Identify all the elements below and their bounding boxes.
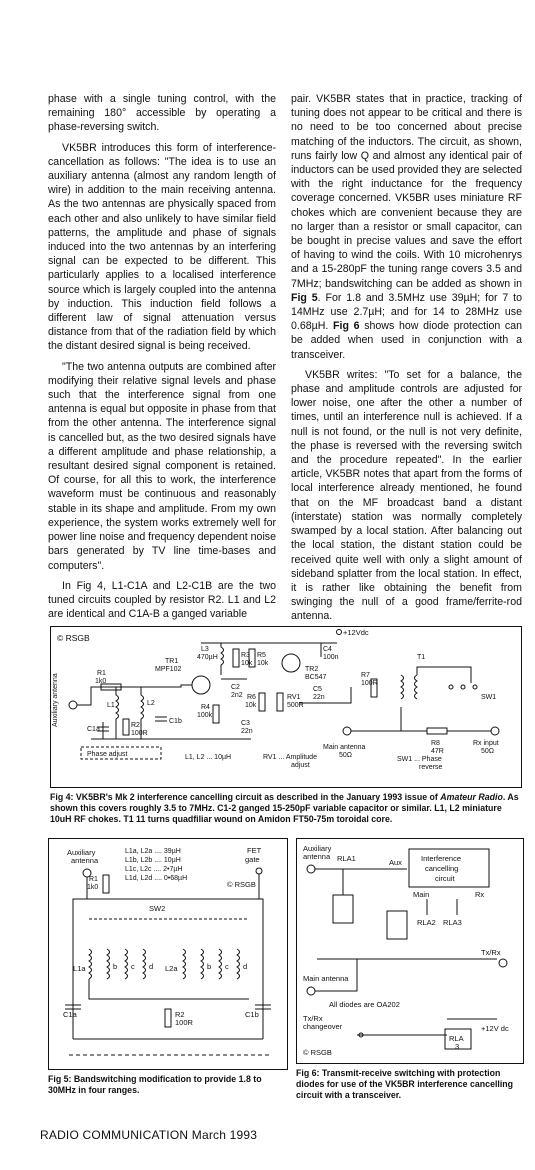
page-footer: RADIO COMMUNICATION March 1993 xyxy=(40,1128,258,1142)
main-antenna-label: Main antenna xyxy=(303,974,349,983)
paragraph: "The two antenna outputs are combined after modifying their relative signal levels and phase such that the interference signal from one antenna is equal but opposite in phase from that from the other antenna. The interference signal is cancelled but, as the two desired signals have a different amplitude and phase relationship, a resultant desired signal component is retained. Of course, for all this to work, the interference waveform must be continuous and reasonably stable in its shape and amplitude. From my own experience, the system works extremely well for power line noise and frequency dependent noise bars generated by TV line time-bases and computers". xyxy=(48,360,276,572)
r3-value: 10k xyxy=(241,660,253,667)
r7-value: 100R xyxy=(361,680,378,687)
rla3-label: RLA3 xyxy=(443,918,462,927)
rv1-label: RV1 xyxy=(287,694,301,701)
rx-input-label: Rx input xyxy=(473,740,499,747)
rv1-value: 500R xyxy=(287,702,304,709)
coil-c-label: c xyxy=(131,962,135,971)
sw1-note-2: reverse xyxy=(419,764,443,771)
copyright-label: © RSGB xyxy=(227,880,256,889)
aux-antenna-label: Auxiliary xyxy=(303,844,332,853)
r5-value: 10k xyxy=(257,660,269,667)
supply-label: +12V dc xyxy=(481,1024,509,1033)
aux-antenna-label: Auxiliary xyxy=(67,848,96,857)
tr1-label: TR1 xyxy=(165,658,179,665)
rla1-label: RLA1 xyxy=(337,854,356,863)
c1a-label: C1a xyxy=(87,726,100,733)
aux-antenna-label: Auxiliary antenna xyxy=(52,673,59,727)
text-run: pair. VK5BR states that in practice, tracking of tuning does not appear to be critical and there is no need to be too concerned about precise matching of the inductors. The circuit, as shown, runs fairly low Q and almost any identical pair of inductors can be used provided they are selected with the right inductance for the frequency coverage concerned. VK5BR uses miniature RF chokes which are convenient because they are no larger than a resistor or small capacitor, can be bought in precise values and save the effort of having to wind the coils. With 10 microhenrys and a 15-280pF the tuning range covers 3.5 and 7MHz; bandswitching can be added as shown in xyxy=(291,93,522,290)
inductor-list-1: L1a, L2a .... 39µH xyxy=(125,848,181,855)
coil-b-label: b xyxy=(113,962,118,971)
figure-6-caption: Fig 6: Transmit-receive switching with protection diodes for use of the VK5BR interference cancelling circuit with a transceiver. xyxy=(296,1068,514,1100)
copyright-label: © RSGB xyxy=(303,1048,332,1057)
inductor-note: L1, L2 ... 10µH xyxy=(185,754,232,761)
rx-port-label: Rx xyxy=(475,890,485,899)
c4-label: C4 xyxy=(323,646,332,653)
caption-text: Fig 4: VK5BR's Mk 2 interference cancelling circuit as described in the January 1993 issue of xyxy=(50,792,441,802)
r2-value: 100R xyxy=(175,1018,193,1027)
caption-text: . As shown this covers roughly 3.5 to 7MHz. C1-2 ganged 15-250pF variable capacitor or similar. L1, L2 miniature 10uH RF chokes. T1 11 turns quadfiliar wound on Amidon FT50-75m toroidal core. xyxy=(50,792,519,824)
figure-4-schematic xyxy=(50,626,522,788)
l2a-label: L2a xyxy=(165,964,178,973)
right-text-column xyxy=(291,92,522,630)
paragraph: phase with a single tuning control, with the remaining 180° accessible by operating a phase-reversing switch. xyxy=(48,93,276,134)
text-run: shows how diode protection can be added when used in conjunction with a transceiver. xyxy=(291,320,523,361)
tr2-value: BC547 xyxy=(305,674,327,681)
aux-port-label: Aux xyxy=(389,858,402,867)
l1-label: L1 xyxy=(107,702,115,709)
gate-label: gate xyxy=(245,855,260,864)
coil-d-label: d xyxy=(149,962,154,971)
coil-b-label: b xyxy=(207,962,212,971)
l3-value: 470µH xyxy=(197,654,218,661)
t1-label: T1 xyxy=(417,654,426,661)
rla2-label: RLA2 xyxy=(417,918,436,927)
c1b-label: C1b xyxy=(169,718,182,725)
r1-value: 1k0 xyxy=(87,884,99,891)
l2-label: L2 xyxy=(147,700,155,707)
fig6-circuit xyxy=(297,839,523,1063)
r4-label: R4 xyxy=(201,704,210,711)
main-port-label: Main xyxy=(413,890,430,899)
c1b-label: C1b xyxy=(245,1010,259,1019)
fig-reference: Fig 6 xyxy=(333,320,360,333)
changeover-label-1: Tx/Rx xyxy=(303,1014,323,1023)
aux-antenna-label-2: antenna xyxy=(71,856,99,865)
tr2-label: TR2 xyxy=(305,666,319,673)
supply-label: +12Vdc xyxy=(343,628,369,637)
fet-label: FET xyxy=(247,846,262,855)
caption-italic: Amateur Radio xyxy=(440,792,503,802)
coil-c-label: c xyxy=(225,962,229,971)
box-label-1: Interference xyxy=(421,854,462,863)
figure-5-schematic xyxy=(48,838,288,1070)
r1-label: R1 xyxy=(97,670,106,677)
r1-label: R1 xyxy=(89,876,98,883)
r5-label: R5 xyxy=(257,652,266,659)
inductor-list-2: L1b, L2b .... 10µH xyxy=(125,857,181,864)
sw1-label: SW1 xyxy=(481,694,497,701)
relay-count: 3 xyxy=(455,1042,460,1051)
r7-label: R7 xyxy=(361,672,370,679)
text-run: . For 1.8 and 3.5MHz use 39µH; for 7 to 14MHz use 2.7µH; and for 14 to 28MHz use 0.68µH. xyxy=(291,291,522,333)
tr1-value: MPF102 xyxy=(155,666,182,673)
l1a-label: L1a xyxy=(73,964,86,973)
r6-label: R6 xyxy=(247,694,256,701)
paragraph: VK5BR writes: "To set for a balance, the phase and amplitude controls are adjusted for lower noise, one after the other a number of times, until an interference null is achieved. If a null is not found, or the null is not very definite, the phase is reversed with the reversing switch and the procedure repeated". In the earlier article, VK5BR notes that apart from the forms of local interference already mentioned, he found that on the MF broadcast band a distant (interstate) station was normally completely swamped by a local station. After balancing out the local station, the distant station could be received quite well with only a slight amount of sideband splatter from the local station. In effect, it is rather like obtaining the benefit from swinging the null of a good frame/ferrite-rod antenna. xyxy=(291,368,522,623)
relay-label: RLA xyxy=(449,1034,464,1043)
c5-value: 22n xyxy=(313,694,325,701)
c2-label: C2 xyxy=(231,684,240,691)
r4-value: 100k xyxy=(197,712,213,719)
r2-label: R2 xyxy=(131,722,140,729)
changeover-label-2: changeover xyxy=(303,1022,343,1031)
diodes-note: All diodes are OA202 xyxy=(329,1000,400,1009)
left-text-column xyxy=(48,92,276,627)
main-antenna-label: Main antenna xyxy=(323,744,366,751)
r6-value: 10k xyxy=(245,702,257,709)
l3-label: L3 xyxy=(201,646,209,653)
rv1-note-2: adjust xyxy=(291,762,310,769)
txrx-label: Tx/Rx xyxy=(481,948,501,957)
r2-label: R2 xyxy=(175,1010,185,1019)
fig5-circuit xyxy=(49,839,287,1069)
c5-label: C5 xyxy=(313,686,322,693)
c3-label: C3 xyxy=(241,720,250,727)
fig-reference: Fig 5 xyxy=(291,291,318,304)
r3-label: R3 xyxy=(241,652,250,659)
inductor-list-3: L1c, L2c .... 2•7µH xyxy=(125,866,183,873)
paragraph xyxy=(291,92,522,362)
inductor-list-4: L1d, L2d .... 0•68µH xyxy=(125,875,188,882)
r1-value: 1k0 xyxy=(95,678,107,685)
paragraph: VK5BR introduces this form of interference-cancellation as follows: "The idea is to use an auxiliary antenna (almost any random length of wire) in addition to the main receiving antenna. As the two antennas are physically spaced from each other and also unlikely to have similar field patterns, the amplitude and phase of signals induced into the two antennas by an interfering signal can be expected to be different. This particularly applies to a localised interference source which is largely coupled into the antenna by induction. This induction field follows a different law of signal attenuation versus distance from that of the radiation field by which the distant desired signal is being received. xyxy=(48,141,276,353)
c3-value: 22n xyxy=(241,728,253,735)
figure-4-caption xyxy=(50,792,522,825)
aux-antenna-label-2: antenna xyxy=(303,852,331,861)
phase-adjust-label: Phase adjust xyxy=(87,751,128,758)
fig4-circuit xyxy=(51,627,521,787)
box-label-2: cancelling xyxy=(425,864,459,873)
c4-value: 100n xyxy=(323,654,339,661)
r2-value: 100R xyxy=(131,730,148,737)
rv1-note: RV1 ... Amplitude xyxy=(263,754,317,761)
r8-label: R8 xyxy=(431,740,440,747)
coil-d-label: d xyxy=(243,962,248,971)
rx-input-impedance: 50Ω xyxy=(481,748,495,755)
sw1-note: SW1 ... Phase xyxy=(397,756,442,763)
sw2-label: SW2 xyxy=(149,904,166,913)
paragraph: In Fig 4, L1-C1A and L2-C1B are the two tuned circuits coupled by resistor R2. L1 and L2 are identical and C1A-B a ganged variable xyxy=(48,579,276,621)
main-antenna-impedance: 50Ω xyxy=(339,752,353,759)
r8-value: 47R xyxy=(431,748,444,755)
copyright-label: © RSGB xyxy=(57,633,90,643)
c2-value: 2n2 xyxy=(231,692,243,699)
figure-5-caption: Fig 5: Bandswitching modification to provide 1.8 to 30MHz in four ranges. xyxy=(48,1074,262,1095)
figure-6-schematic xyxy=(296,838,524,1064)
box-label-3: circuit xyxy=(435,874,455,883)
c1a-label: C1a xyxy=(63,1010,77,1019)
